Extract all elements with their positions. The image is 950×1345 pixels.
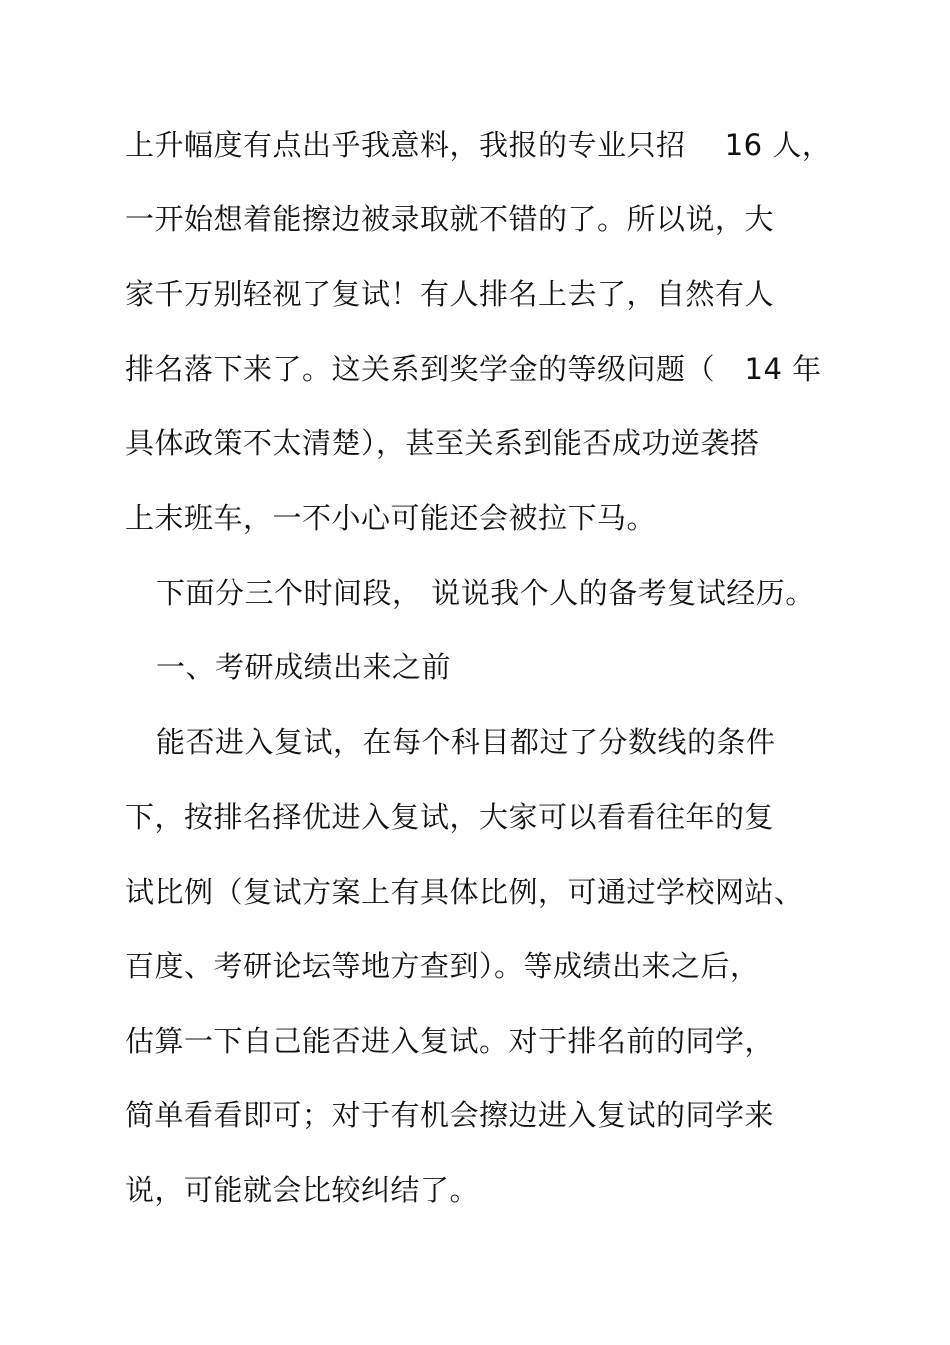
text-line-15: 说，可能就会比较纠结了。 <box>125 1173 480 1207</box>
text-line-5: 具体政策不太清楚），甚至关系到能否成功逆袭搭 <box>125 426 760 460</box>
text-line-2: 一开始想着能擦边被录取就不错的了。所以说，大 <box>125 202 775 236</box>
text-line-14: 简单看看即可；对于有机会擦边进入复试的同学来 <box>125 1098 775 1132</box>
text-line-12: 百度、考研论坛等地方查到）。等成绩出来之后， <box>125 949 760 983</box>
text-line-6: 上末班车，一不小心可能还会被拉下马。 <box>125 501 657 535</box>
text-line-11: 试比例（复试方案上有具体比例，可通过学校网站、 <box>125 875 804 909</box>
text-line-13: 估算一下自己能否进入复试。对于排名前的同学， <box>125 1024 775 1058</box>
text-line-7: 下面分三个时间段， 说说我个人的备考复试经历。 <box>156 576 815 610</box>
section-heading: 一、考研成绩出来之前 <box>156 650 452 684</box>
text-line-9: 能否进入复试，在每个科目都过了分数线的条件 <box>156 725 776 759</box>
text-line-10: 下，按排名择优进入复试，大家可以看看往年的复 <box>125 800 775 834</box>
text-line-1: 上升幅度有点出乎我意料，我报的专业只招 16 人， <box>125 128 832 162</box>
text-line-3: 家千万别轻视了复试！有人排名上去了，自然有人 <box>125 277 775 311</box>
text-line-4: 排名落下来了。这关系到奖学金的等级问题（ 14 年 <box>125 352 822 386</box>
